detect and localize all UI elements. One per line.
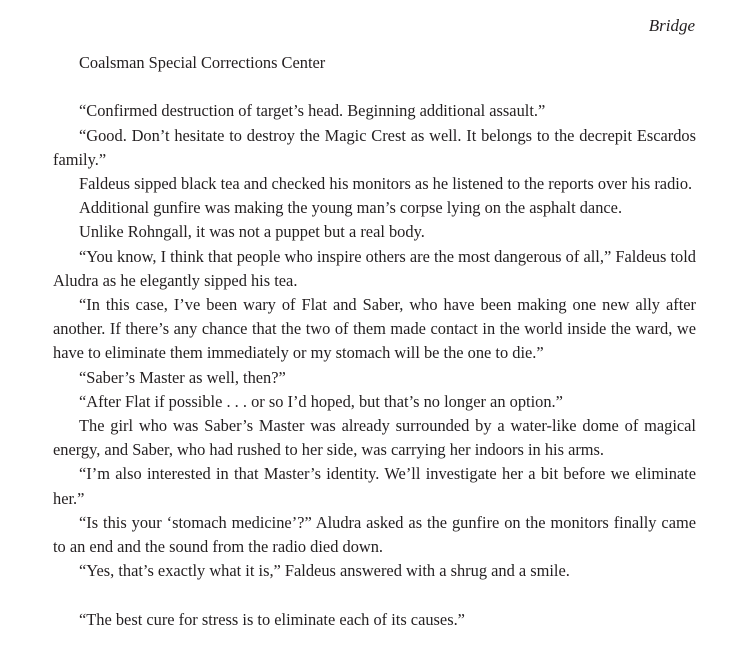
paragraph: “Is this your ‘stomach medicine’?” Aludra asked as the gunfire on the monitors finally came to an end and the sound from the radio died down.	[53, 512, 696, 557]
paragraph: “I’m also interested in that Master’s identity. We’ll investigate her a bit before we eliminate her.”	[53, 464, 696, 508]
running-head: Bridge	[648, 16, 695, 35]
paragraph: Faldeus sipped black tea and checked his monitors as he listened to the reports over his radio.	[79, 174, 693, 193]
paragraph: The girl who was Saber’s Master was already surrounded by a water-like dome of magical energy, and Saber, who had rushed to her side, was carrying her indoors in his arms.	[53, 416, 696, 460]
paragraph: “After Flat if possible . . . or so I’d hoped, but that’s no longer an option.”	[79, 391, 563, 411]
scene-heading: Coalsman Special Corrections Center	[79, 53, 326, 72]
paragraph: “Confirmed destruction of target’s head. Beginning additional assault.”	[79, 101, 546, 121]
paragraph: “You know, I think that people who inspire others are the most dangerous of all,” Faldeus told Aludra as he elegantly sipped his tea.	[53, 246, 696, 290]
paragraph: Additional gunfire was making the young man’s corpse lying on the asphalt dance.	[79, 198, 623, 218]
paragraph: “Saber’s Master as well, then?”	[79, 367, 286, 387]
paragraph: “Good. Don’t hesitate to destroy the Magic Crest as well. It belongs to the decrepit Escardos family.”	[53, 125, 696, 169]
paragraph: “In this case, I’ve been wary of Flat and Saber, who have been making one new ally after another. If there’s any chance that the two of them made contact in the world inside the ward, we have to eliminate them immediately or my stomach will be the one to die.”	[53, 295, 696, 363]
paragraph: Unlike Rohngall, it was not a puppet but a real body.	[79, 222, 425, 242]
paragraph: “Yes, that’s exactly what it is,” Faldeus answered with a shrug and a smile.	[79, 561, 570, 581]
body-text	[53, 51, 696, 632]
closing-line: “The best cure for stress is to eliminate each of its causes.”	[79, 609, 465, 629]
